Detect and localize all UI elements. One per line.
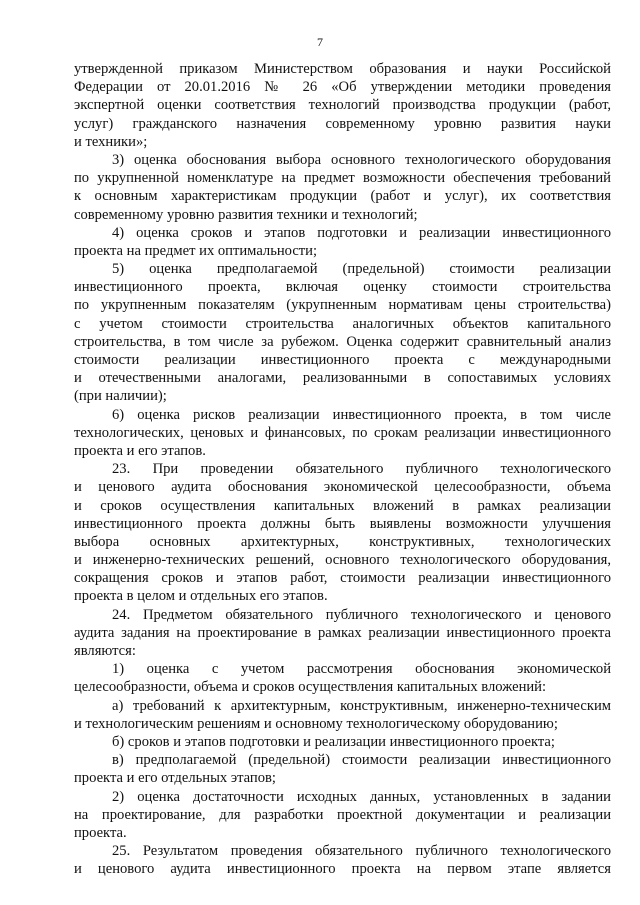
- text-line: 2) оценка достаточности исходных данных, установленных в задании: [112, 788, 611, 805]
- text-line: б) сроков и этапов подготовки и реализации инвестиционного проекта;: [112, 733, 555, 750]
- text-line: проекта и его отдельных этапов;: [74, 770, 276, 787]
- text-line: и инженерно-технических решений, основного технологического оборудования,: [74, 552, 611, 569]
- text-line: выбора основных архитектурных, конструктивных, технологических: [74, 533, 611, 550]
- text-line: и технологическим решениям и основному технологическому оборудованию;: [74, 715, 558, 732]
- text-line: проекта.: [74, 824, 127, 841]
- text-line: проекта в целом и отдельных его этапов.: [74, 588, 328, 605]
- text-line: услуг) гражданского назначения современному уровню развития науки: [74, 115, 611, 132]
- text-line: сокращения сроков и этапов работ, стоимости реализации инвестиционного: [74, 570, 611, 587]
- text-line: аудита задания на проектирование в рамках реализации инвестиционного проекта: [74, 624, 611, 641]
- text-line: 24. Предметом обязательного публичного технологического и ценового: [112, 606, 611, 623]
- text-line: современному уровню развития техники и технологий;: [74, 206, 418, 223]
- text-line: (при наличии);: [74, 388, 167, 405]
- text-line: 4) оценка сроков и этапов подготовки и реализации инвестиционного: [112, 224, 611, 241]
- text-line: проекта и его этапов.: [74, 442, 206, 459]
- text-line: и ценового аудита инвестиционного проекта на первом этапе является: [74, 861, 611, 878]
- text-line: являются:: [74, 643, 136, 659]
- text-line: и ценового аудита обоснования экономической целесообразности, объема: [74, 479, 611, 496]
- text-line: к основным характеристикам продукции (работ и услуг), их соответствия: [74, 188, 611, 205]
- text-line: 5) оценка предполагаемой (предельной) стоимости реализации: [112, 261, 611, 278]
- text-line: 6) оценка рисков реализации инвестиционного проекта, в том числе: [112, 406, 611, 423]
- text-line: в) предполагаемой (предельной) стоимости реализации инвестиционного: [112, 752, 611, 769]
- text-line: стоимости реализации инвестиционного проекта с международными: [74, 352, 611, 368]
- text-line: и техники»;: [74, 133, 148, 150]
- text-line: с учетом стоимости строительства аналогичных объектов капитального: [74, 315, 611, 332]
- text-line: 1) оценка с учетом рассмотрения обоснования экономической: [112, 661, 611, 678]
- text-line: проекта на предмет их оптимальности;: [74, 242, 318, 259]
- text-line: инвестиционного проекта, включая оценку стоимости строительства: [74, 279, 611, 296]
- text-line: экспертной оценки соответствия технологий производства продукции (работ,: [74, 97, 611, 114]
- text-line: инвестиционного проекта должны быть выявлены возможности улучшения: [74, 515, 611, 532]
- text-line: технологических, ценовых и финансовых, по срокам реализации инвестиционного: [74, 424, 611, 441]
- page-number: 7: [317, 35, 323, 49]
- text-line: по укрупненным показателям (укрупненным нормативам цены строительства): [74, 297, 611, 314]
- text-line: строительства, в том числе за рубежом. Оценка содержит сравнительный анализ: [74, 333, 611, 350]
- text-line: 23. При проведении обязательного публичного технологического: [112, 461, 611, 478]
- text-line: по укрупненной номенклатуре на предмет возможности обеспечения требований: [74, 170, 611, 187]
- text-line: утвержденной приказом Министерством образования и науки Российской: [74, 61, 611, 77]
- text-line: и сроков осуществления капитальных вложений в рамках реализации: [74, 497, 611, 514]
- text-line: а) требований к архитектурным, конструктивным, инженерно-техническим: [112, 697, 611, 714]
- text-line: Федерации от 20.01.2016 № 26 «Об утверждении методики проведения: [74, 79, 611, 96]
- text-line: 25. Результатом проведения обязательного публичного технологического: [112, 843, 611, 860]
- text-line: 3) оценка обоснования выбора основного технологического оборудования: [112, 151, 611, 168]
- document-body: [74, 60, 611, 878]
- text-line: на проектирование, для разработки проектной документации и реализации: [74, 806, 611, 823]
- text-line: целесообразности, объема и сроков осуществления капитальных вложений:: [74, 679, 547, 696]
- text-line: и отечественными аналогами, реализованными в сопоставимых условиях: [74, 370, 611, 387]
